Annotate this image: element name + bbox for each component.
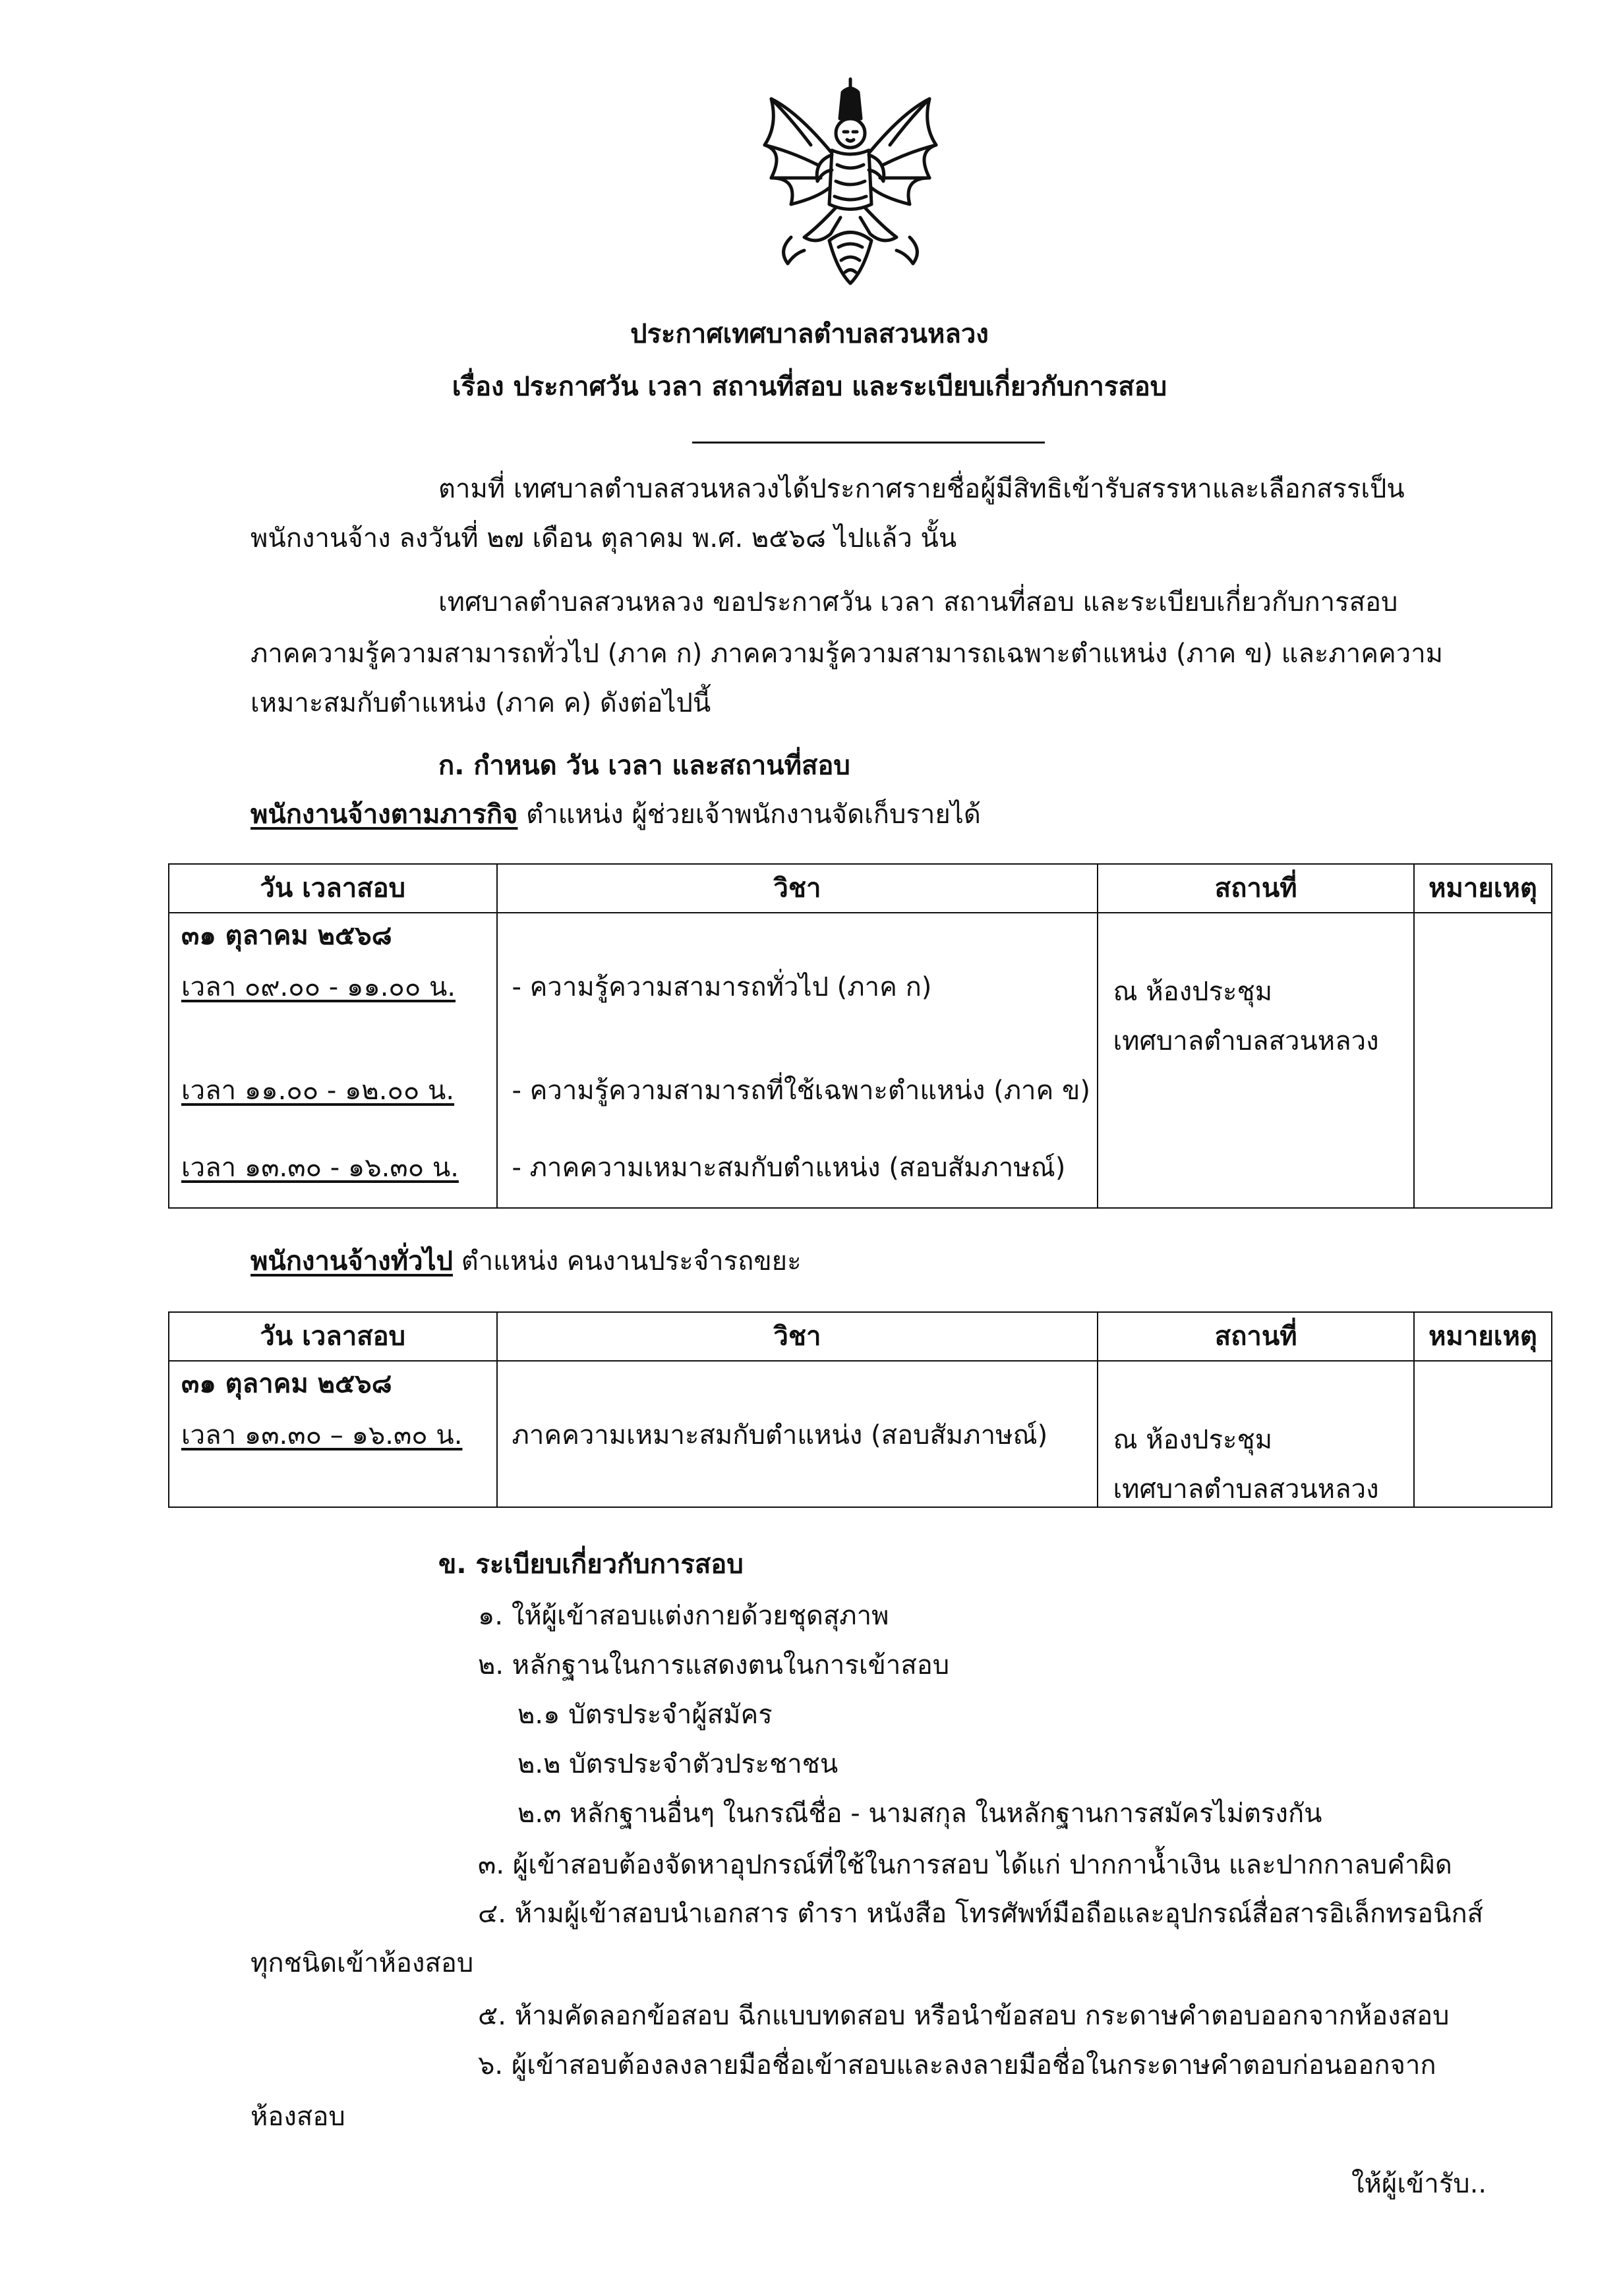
title-divider: [692, 442, 1045, 444]
table-1-date-time-cell: [169, 913, 497, 1208]
group-1-position: ตำแหน่ง ผู้ช่วยเจ้าพนักงานจัดเก็บรายได้: [517, 799, 981, 830]
table-1-time-2: เวลา ๑๑.๐๐ - ๑๒.๐๐ น.: [181, 1076, 455, 1106]
table-1-header-remark: หมายเหตุ: [1414, 864, 1552, 913]
schedule-table-2: [168, 1311, 1552, 1508]
table-2-header-place: สถานที่: [1098, 1312, 1414, 1361]
table-2-header-date-time: วัน เวลาสอบ: [169, 1312, 497, 1361]
rule-6-line-2: ห้องสอบ: [250, 2102, 345, 2132]
table-1-subject-2: - ความรู้ความสามารถที่ใช้เฉพาะตำแหน่ง (ภาค ข): [512, 1076, 1090, 1106]
rule-1: ๑. ให้ผู้เข้าสอบแต่งกายด้วยชุดสุภาพ: [478, 1601, 889, 1631]
table-2-place-line-2: เทศบาลตำบลสวนหลวง: [1113, 1474, 1379, 1505]
table-1-place-line-2: เทศบาลตำบลสวนหลวง: [1113, 1026, 1379, 1056]
table-1-time-3: เวลา ๑๓.๓๐ - ๑๖.๓๐ น.: [181, 1153, 459, 1183]
rule-3: ๓. ผู้เข้าสอบต้องจัดหาอุปกรณ์ที่ใช้ในการสอบ ได้แก่ ปากกาน้ำเงิน และปากกาลบคำผิด: [478, 1850, 1452, 1880]
group-2-position: ตำแหน่ง คนงานประจำรถขยะ: [453, 1246, 802, 1277]
group-2-line: [250, 1246, 802, 1277]
document-title: ประกาศเทศบาลตำบลสวนหลวง: [630, 319, 989, 349]
table-2-place-cell: [1098, 1361, 1414, 1507]
table-1-subject-cell: [497, 913, 1098, 1208]
section-a-heading: ก. กำหนด วัน เวลา และสถานที่สอบ: [438, 751, 850, 781]
table-1-subject-3: - ภาคความเหมาะสมกับตำแหน่ง (สอบสัมภาษณ์): [512, 1153, 1066, 1183]
table-1-header-row: [169, 864, 1552, 913]
table-1-remark-cell: [1414, 913, 1552, 1208]
intro-paragraph-2-line-1: เทศบาลตำบลสวนหลวง ขอประกาศวัน เวลา สถานที่สอบ และระเบียบเกี่ยวกับการสอบ: [438, 587, 1398, 617]
table-2-header-row: [169, 1312, 1552, 1361]
garuda-emblem-icon: [751, 72, 949, 290]
table-2-date-time-cell: [169, 1361, 497, 1507]
table-1-header-subject: วิชา: [497, 864, 1098, 913]
table-2-subject-1: ภาคความเหมาะสมกับตำแหน่ง (สอบสัมภาษณ์): [512, 1420, 1048, 1450]
group-1-line: [250, 799, 981, 830]
table-2-remark-cell: [1414, 1361, 1552, 1507]
table-2-header-remark: หมายเหตุ: [1414, 1312, 1552, 1361]
rule-2-3: ๒.๓ หลักฐานอื่นๆ ในกรณีชื่อ - นามสกุล ในหลักฐานการสมัครไม่ตรงกัน: [517, 1798, 1322, 1829]
intro-paragraph-1-line-1: ตามที่ เทศบาลตำบลสวนหลวงได้ประกาศรายชื่อผู้มีสิทธิเข้ารับสรรหาและเลือกสรรเป็น: [438, 474, 1405, 504]
group-1-label: พนักงานจ้างตามภารกิจ: [250, 799, 518, 830]
section-b-heading: ข. ระเบียบเกี่ยวกับการสอบ: [438, 1549, 744, 1580]
table-1-place-cell: [1098, 913, 1414, 1208]
intro-paragraph-1-line-2: พนักงานจ้าง ลงวันที่ ๒๗ เดือน ตุลาคม พ.ศ. ๒๕๖๘ ไปแล้ว นั้น: [250, 523, 957, 554]
intro-paragraph-2-line-2: ภาคความรู้ความสามารถทั่วไป (ภาค ก) ภาคความรู้ความสามารถเฉพาะตำแหน่ง (ภาค ข) และภาคความ: [250, 639, 1444, 669]
table-2-subject-cell: [497, 1361, 1098, 1507]
continued-marker: ให้ผู้เข้ารับ..: [1351, 2169, 1487, 2199]
schedule-table-1: [168, 863, 1552, 1209]
rule-2-1: ๒.๑ บัตรประจำผู้สมัคร: [517, 1700, 773, 1730]
document-subject: เรื่อง ประกาศวัน เวลา สถานที่สอบ และระเบียบเกี่ยวกับการสอบ: [452, 372, 1167, 402]
table-1-header-date-time: วัน เวลาสอบ: [169, 864, 497, 913]
rule-4-line-2: ทุกชนิดเข้าห้องสอบ: [250, 1948, 474, 1978]
rule-4-line-1: ๔. ห้ามผู้เข้าสอบนำเอกสาร ตำรา หนังสือ โทรศัพท์มือถือและอุปกรณ์สื่อสารอิเล็กทรอนิกส์: [478, 1899, 1484, 1929]
table-2-time-1: เวลา ๑๓.๓๐ – ๑๖.๓๐ น.: [181, 1420, 463, 1450]
rule-5: ๕. ห้ามคัดลอกข้อสอบ ฉีกแบบทดสอบ หรือนำข้อสอบ กระดาษคำตอบออกจากห้องสอบ: [478, 2001, 1450, 2031]
table-1-time-1: เวลา ๐๙.๐๐ - ๑๑.๐๐ น.: [181, 972, 456, 1002]
rule-2-2: ๒.๒ บัตรประจำตัวประชาชน: [517, 1749, 839, 1779]
table-2-date: ๓๑ ตุลาคม ๒๕๖๘: [181, 1369, 392, 1399]
table-1-subject-1: - ความรู้ความสามารถทั่วไป (ภาค ก): [512, 972, 932, 1002]
rule-6-line-1: ๖. ผู้เข้าสอบต้องลงลายมือชื่อเข้าสอบและลงลายมือชื่อในกระดาษคำตอบก่อนออกจาก: [478, 2050, 1436, 2081]
table-2-header-subject: วิชา: [497, 1312, 1098, 1361]
rule-2: ๒. หลักฐานในการแสดงตนในการเข้าสอบ: [478, 1650, 950, 1680]
table-1-row: [169, 913, 1552, 1208]
table-1-header-place: สถานที่: [1098, 864, 1414, 913]
group-2-label: พนักงานจ้างทั่วไป: [250, 1246, 454, 1277]
table-2-row: [169, 1361, 1552, 1507]
table-1-place-line-1: ณ ห้องประชุม: [1113, 977, 1273, 1007]
table-1-date: ๓๑ ตุลาคม ๒๕๖๘: [181, 921, 392, 951]
intro-paragraph-2-line-3: เหมาะสมกับตำแหน่ง (ภาค ค) ดังต่อไปนี้: [250, 688, 711, 718]
table-2-place-line-1: ณ ห้องประชุม: [1113, 1425, 1273, 1455]
